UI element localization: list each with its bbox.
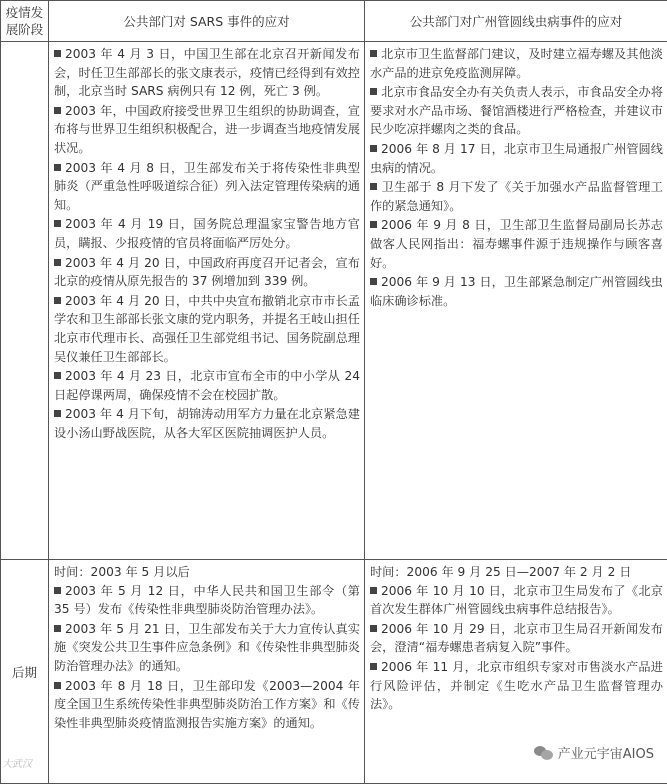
list-item [54,367,360,404]
timeline-text: 时间：2006 年 9 月 25 日—2007 年 2 月 2 日 [370,563,663,582]
list-item [54,45,360,101]
list-item [54,254,360,291]
list-item-text: 2003 年 5 月 12 日，中华人民共和国卫生部令（第 35 号）发布《传染性非典型肺炎防治管理办法》。 [54,584,360,617]
header-stage: 疫情发展阶段 [1,1,49,42]
list-item-text: 2003 年 4 月 19 日，国务院总理温家宝警告地方官员，瞒报、少报疫情的官员将面临严厉处分。 [54,217,360,250]
bullet-icon [54,50,61,57]
list-item-text: 卫生部于 8 月下发了《关于加强水产品监督管理工作的紧急通知》。 [370,180,663,213]
list-item-text: 2003 年 4 月 23 日，北京市宣布全市的中小学从 24 日起停课两周，确保疫情不会在校园扩散。 [54,369,360,402]
sars-cell [49,560,365,784]
watermark-left: 大武汉 [2,755,32,770]
list-item [370,178,663,215]
list-item [370,83,663,139]
bullet-icon [370,145,377,152]
list-item-text: 2003 年 5 月 21 日，卫生部发布关于大力宣传认真实施《突发公共卫生事件应急条例》和《传染性非典型肺炎防治管理办法》的通知。 [54,622,360,673]
table-header-row [1,1,667,42]
list-item-text: 北京市食品安全办有关负责人表示，市食品安全办将要求对水产品市场、餐馆酒楼进行严格检查，并建议市民少吃凉拌螺肉之类的食品。 [370,85,663,136]
watermark-right-text: 产业元宇宙AIOS [558,743,654,762]
snail-cell [365,42,667,560]
bullet-icon [54,259,61,266]
header-snail: 公共部门对广州管圆线虫病事件的应对 [365,1,667,42]
list-item [54,159,360,215]
list-item [370,273,663,310]
list-item [370,582,663,619]
bullet-icon [54,220,61,227]
bullet-icon [54,297,61,304]
list-item [370,140,663,177]
bullet-icon [54,372,61,379]
header-sars: 公共部门对 SARS 事件的应对 [49,1,365,42]
table-row [1,42,667,560]
list-item [370,216,663,272]
list-item [54,405,360,442]
list-item-text: 北京市卫生监督部门建议，及时建立福寿螺及其他淡水产品的进京免疫监测屏障。 [370,47,663,80]
list-item-text: 2006 年 8 月 17 日，北京市卫生局通报广州管圆线虫病的情况。 [370,142,663,175]
bullet-icon [54,410,61,417]
list-item [54,102,360,158]
list-item [54,582,360,619]
list-item-text: 2003 年，中国政府接受世界卫生组织的协助调查，宣布将与世界卫生组织积极配合，进一步调查当地疫情发展状况。 [54,104,360,155]
list-item-text: 2003 年 4 月 20 日，中共中央宣布撤销北京市市长孟学农和卫生部部长张文康的党内职务，并提名王岐山担任北京市代理市长、高强任卫生部党组书记、国务院副总理吴仪兼任卫生部部长。 [54,294,360,364]
list-item-text: 2003 年 4 月下旬，胡锦涛动用军方力量在北京紧急建设小汤山野战医院，从各大军区医院抽调医护人员。 [54,407,360,440]
wechat-icon [534,745,554,761]
list-item [370,658,663,714]
bullet-icon [370,278,377,285]
bullet-icon [370,88,377,95]
stage-cell [1,42,49,560]
list-item [54,620,360,676]
bullet-icon [54,625,61,632]
list-item-text: 2006 年 11 月，北京市组织专家对市售淡水产品进行风险评估，并制定《生吃水产品卫生监督管理办法》。 [370,660,663,711]
list-item-text: 2003 年 4 月 20 日，中国政府再度召开记者会，宣布北京的疫情从原先报告的 37 例增加到 339 例。 [54,256,360,289]
list-item-text: 2006 年 9 月 8 日，卫生部卫生监督局副局长苏志做客人民网指出：福寿螺事件源于违规操作与顾客喜好。 [370,218,663,269]
bullet-icon [370,625,377,632]
bullet-icon [370,50,377,57]
list-item-text: 2003 年 4 月 3 日，中国卫生部在北京召开新闻发布会，时任卫生部部长的张文康表示，疫情已经得到有效控制，北京当时 SARS 病例只有 12 例，死亡 3 例。 [54,47,360,98]
list-item [370,620,663,657]
list-item-text: 2003 年 8 月 18 日，卫生部印发《2003—2004 年度全国卫生系统传染性非典型肺炎防治工作方案》和《传染性非典型肺炎疫情监测报告实施方案》的通知。 [54,679,360,730]
bullet-icon [54,682,61,689]
list-item [54,215,360,252]
list-item-text: 2006 年 10 月 29 日，北京市卫生局召开新闻发布会，澄清“福寿螺患者病复入院”事件。 [370,622,663,655]
bullet-icon [54,107,61,114]
sars-cell [49,42,365,560]
bullet-icon [54,587,61,594]
list-item [370,45,663,82]
bullet-icon [370,221,377,228]
list-item [54,677,360,733]
stage-cell: 后期 [1,560,49,784]
list-item-text: 2003 年 4 月 8 日，卫生部发布关于将传染性非典型肺炎（严重急性呼吸道综合征）列入法定管理传染病的通知。 [54,161,360,212]
list-item-text: 2006 年 10 月 10 日，北京市卫生局发布了《北京首次发生群体广州管圆线虫病事件总结报告》。 [370,584,663,617]
list-item [54,292,360,366]
list-item-text: 2006 年 9 月 13 日，卫生部紧急制定广州管圆线虫临床确诊标准。 [370,275,663,308]
bullet-icon [370,183,377,190]
bullet-icon [370,587,377,594]
watermark-right [531,742,657,763]
bullet-icon [370,663,377,670]
timeline-text: 时间：2003 年 5 月以后 [54,563,360,582]
bullet-icon [54,164,61,171]
